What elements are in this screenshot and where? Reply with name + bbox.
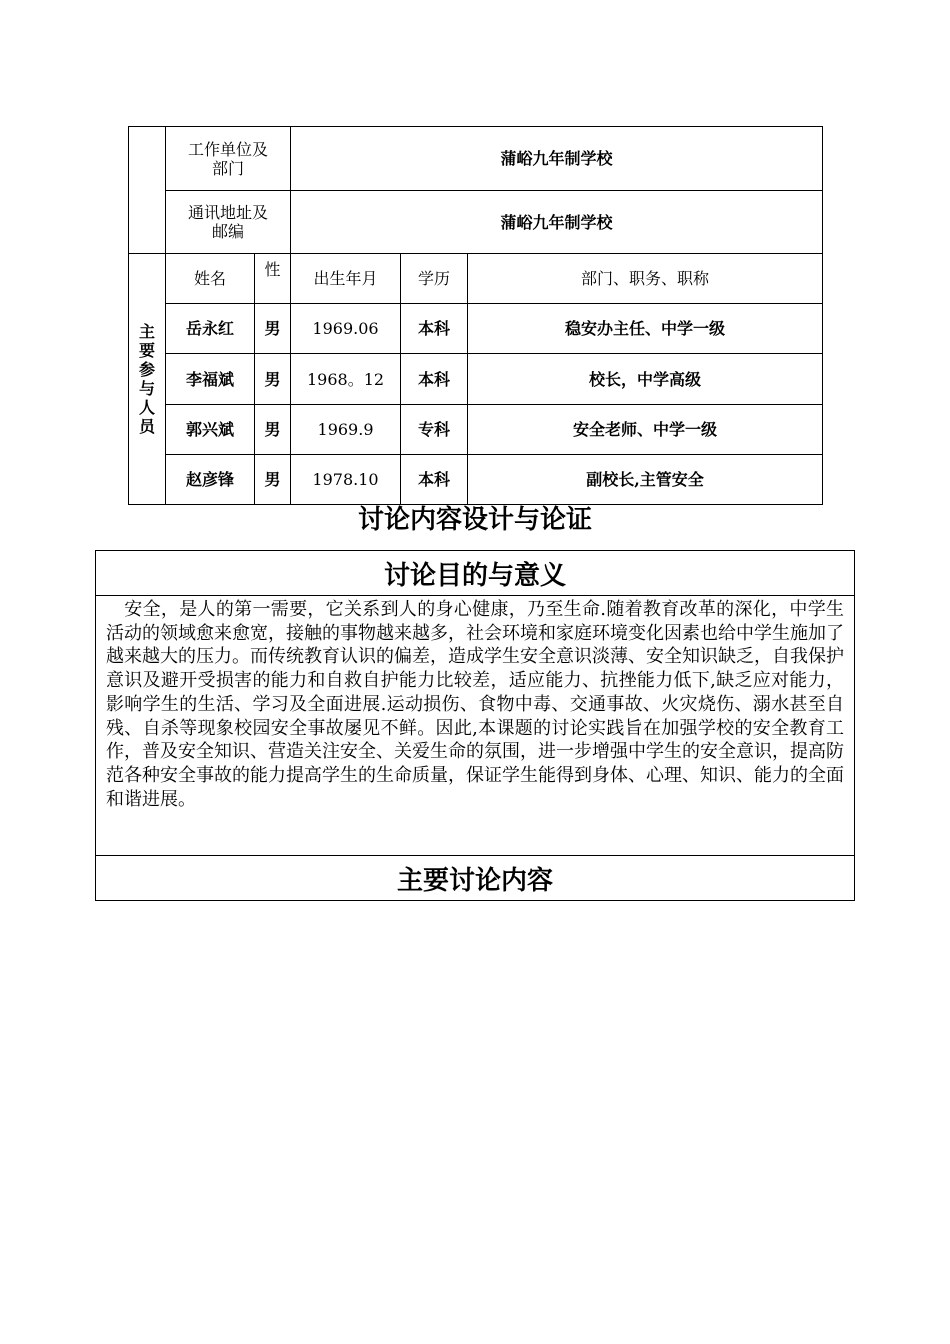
participant-education: 本科: [401, 354, 468, 405]
participant-position: 副校长,主管安全: [468, 455, 823, 505]
table-row: [129, 455, 823, 505]
participant-name: 赵彦锋: [166, 455, 255, 505]
participant-birth: 1969.06: [291, 304, 401, 354]
participant-education: 本科: [401, 455, 468, 505]
participant-position: 安全老师、中学一级: [468, 405, 823, 455]
table-row: [129, 354, 823, 405]
participant-position: 稳安办主任、中学一级: [468, 304, 823, 354]
participant-education: 本科: [401, 304, 468, 354]
label-line: 工作单位及: [188, 139, 269, 159]
section-title: 讨论内容设计与论证: [357, 505, 592, 535]
info-table: [128, 126, 823, 505]
content-heading: 主要讨论内容: [96, 856, 855, 901]
blank-side-cell: [129, 127, 166, 254]
participant-birth: 1978.10: [291, 455, 401, 505]
label-line: 通讯地址及: [188, 203, 269, 222]
info-row-address: [129, 191, 823, 254]
purpose-paragraph: [96, 596, 855, 856]
participant-gender: 男: [255, 455, 291, 505]
col-header-education: 学历: [401, 254, 468, 304]
participant-gender: 男: [255, 405, 291, 455]
participants-label: [129, 254, 166, 505]
participants-header-row: [129, 254, 823, 304]
research-table: [95, 550, 855, 901]
work-unit-label: [166, 127, 291, 191]
participant-name: 郭兴斌: [166, 405, 255, 455]
participant-position: 校长，中学高级: [468, 354, 823, 405]
purpose-heading: 讨论目的与意义: [96, 551, 855, 596]
participant-education: 专科: [401, 405, 468, 455]
participant-name: 李福斌: [166, 354, 255, 405]
label-char: 员: [138, 417, 155, 436]
info-row-work-unit: [129, 127, 823, 191]
label-line: 部门: [212, 158, 245, 178]
table-row: [129, 405, 823, 455]
label-char: 主: [138, 322, 155, 341]
table-row: [129, 304, 823, 354]
label-line: 邮编: [212, 222, 245, 241]
col-header-gender: 性: [255, 254, 291, 304]
label-char: 要: [138, 341, 155, 360]
address-value: 蒲峪九年制学校: [291, 191, 823, 254]
col-header-name: 姓名: [166, 254, 255, 304]
label-char: 参: [138, 360, 155, 379]
label-char: 人: [138, 398, 155, 417]
participant-birth: 1968。12: [291, 354, 401, 405]
work-unit-value: 蒲峪九年制学校: [291, 127, 823, 191]
label-char: 与: [138, 379, 155, 398]
col-header-position: 部门、职务、职称: [468, 254, 823, 304]
address-label: [166, 191, 291, 254]
participant-gender: 男: [255, 304, 291, 354]
purpose-text: 安全，是人的第一需要，它关系到人的身心健康，乃至生命.随着教育改革的深化，中学生活动的领域愈来愈宽，接触的事物越来越多，社会环境和家庭环境变化因素也给中学生施加了越来越大的压力。而传统教育认识的偏差，造成学生安全意识淡薄、安全知识缺乏，自我保护意识及避开受损害的能力和自救自护能力比较差，适应能力、抗挫能力低下,缺乏应对能力，影响学生的生活、学习及全面进展.运动损伤、食物中毒、交通事故、火灾烧伤、溺水甚至自残、自杀等现象校园安全事故屡见不鲜。因此,本课题的讨论实践旨在加强学校的安全教育工作，普及安全知识、营造关注安全、关爱生命的氛围，进一步增强中学生的安全意识，提高防范各种安全事故的能力提高学生的生命质量，保证学生能得到身体、心理、知识、能力的全面和谐进展。: [106, 599, 844, 810]
participant-gender: 男: [255, 354, 291, 405]
participant-name: 岳永红: [166, 304, 255, 354]
participant-birth: 1969.9: [291, 405, 401, 455]
col-header-birth: 出生年月: [291, 254, 401, 304]
